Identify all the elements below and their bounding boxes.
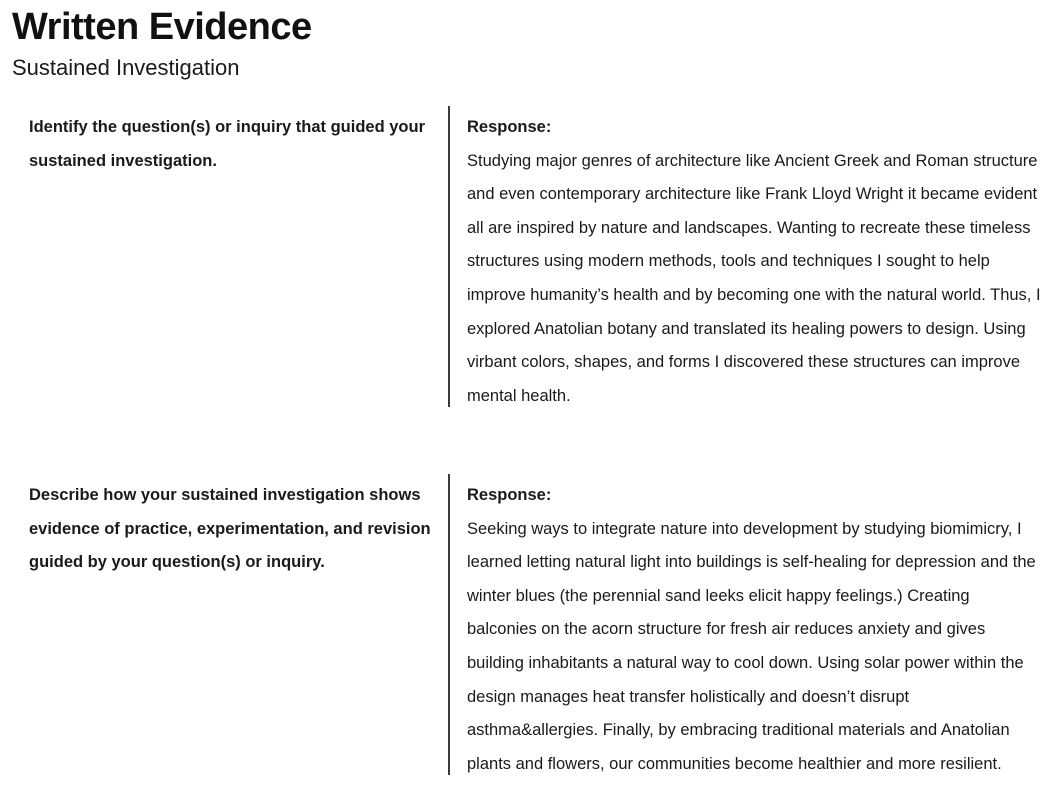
question-section-1 bbox=[0, 106, 1052, 407]
response-label: Response: bbox=[467, 118, 552, 136]
column-divider bbox=[448, 106, 450, 407]
question-prompt: Describe how your sustained investigation shows evidence of practice, experimentation, and revision guided by your question(s) or inquiry. bbox=[29, 486, 431, 572]
response-text: Seeking ways to integrate nature into development by studying biomimicry, I learned letting natural light into buildings is self-healing for depression and the winter blues (the perennial sand leeks elicit happy feelings.) Creating balconies on the acorn structure for fresh air reduces anxiety and gives building inhabitants a natural way to cool down. Using solar power within the design manages heat transfer holistically and doesn’t disrupt asthma&allergies. Finally, by embracing traditional materials and Anatolian plants and flowers, our communities become healthier and more resilient. bbox=[467, 519, 1036, 773]
response-block bbox=[467, 111, 1042, 413]
page-subtitle: Sustained Investigation bbox=[12, 55, 240, 80]
question-prompt: Identify the question(s) or inquiry that guided your sustained investigation. bbox=[29, 118, 425, 170]
question-section-2 bbox=[0, 474, 1052, 775]
response-label: Response: bbox=[467, 486, 552, 504]
page-title: Written Evidence bbox=[12, 6, 312, 48]
response-block bbox=[467, 479, 1042, 781]
response-text: Studying major genres of architecture like Ancient Greek and Roman structure and even contemporary architecture like Frank Lloyd Wright it became evident all are inspired by nature and landscapes. Wanting to recreate these timeless structures using modern methods, tools and techniques I sought to help improve humanity’s health and by becoming one with the natural world. Thus, I explored Anatolian botany and translated its healing powers to design. Using virbant colors, shapes, and forms I discovered these structures can improve mental health. bbox=[467, 151, 1041, 405]
column-divider bbox=[448, 474, 450, 775]
